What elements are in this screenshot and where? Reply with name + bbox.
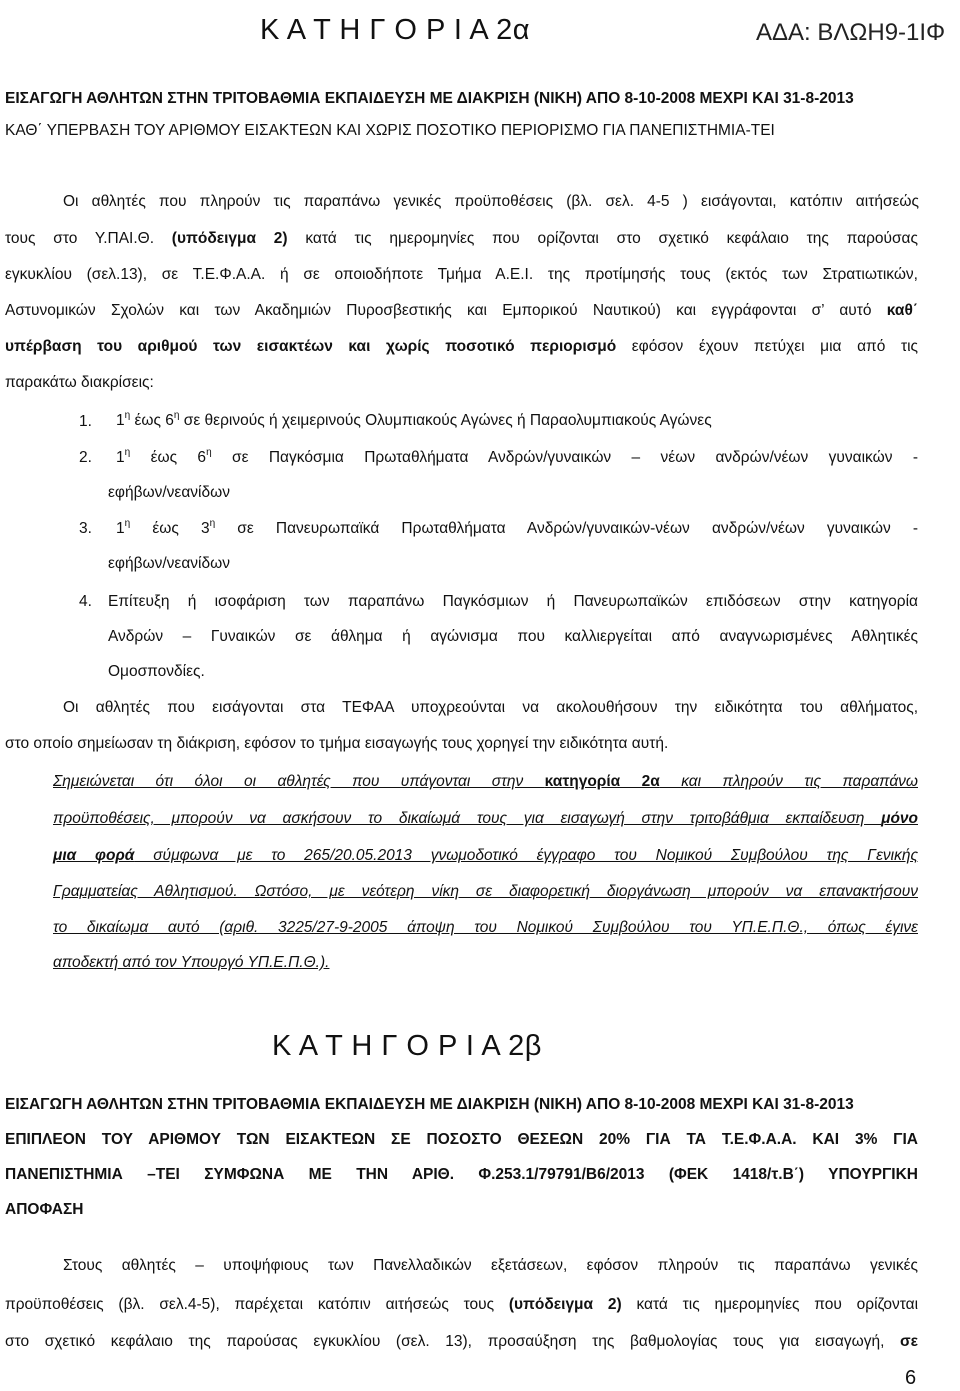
section-b-body-line2-a: προϋποθέσεις (βλ. σελ.4-5), παρέχεται κατόπιν αιτήσεώς τους [5, 1296, 509, 1313]
list-item-3-number: 3. [79, 520, 92, 537]
list-item-4-line1: Επίτευξη ή ισοφάριση των παραπάνω Παγκόσμιων ή Πανευρωπαϊκών επιδόσεων στην κατηγορία [108, 593, 918, 610]
section-b-body-line2-c: κατά τις ημερομηνίες που ορίζονται [621, 1296, 919, 1313]
list-item-2-b: έως 6 [130, 449, 207, 466]
section-b-body-line3-a: στο σχετικό κεφάλαιο της παρούσας εγκυκλίου (σελ. 13), προσαύξηση της βαθμολογίας τους για εισαγωγή, [5, 1333, 901, 1350]
list-item-1-number: 1. [79, 413, 92, 430]
list-item-3-a: 1 [116, 520, 125, 537]
section-b-heading-line3: ΠΑΝΕΠΙΣΤΗΜΙΑ –ΤΕΙ ΣΥΜΦΩΝΑ ΜΕ ΤΗΝ ΑΡΙΘ. Φ.253.1/79791/Β6/2013 (ΦΕΚ 1418/τ.Β΄) ΥΠΟΥΡΓΙΚΗ [5, 1166, 918, 1183]
section-b-body-line3-b: σε [900, 1333, 918, 1350]
section-a-heading-line2: ΚΑΘ΄ ΥΠΕΡΒΑΣΗ ΤΟΥ ΑΡΙΘΜΟΥ ΕΙΣΑΚΤΕΩΝ ΚΑΙ ΧΩΡΙΣ ΠΟΣΟΤΙΚΟ ΠΕΡΙΟΡΙΣΜΟ ΓΙΑ ΠΑΝΕΠΙΣΤΗΜΙΑ-ΤΕΙ [5, 122, 775, 139]
intro-line2-a: τους στο Υ.ΠΑΙ.Θ. [5, 230, 172, 247]
section-a-heading-line1: ΕΙΣΑΓΩΓΗ ΑΘΛΗΤΩΝ ΣΤΗΝ ΤΡΙΤΟΒΑΘΜΙΑ ΕΚΠΑΙΔΕΥΣΗ ΜΕ ΔΙΑΚΡΙΣΗ (ΝΙΚΗ) ΑΠΟ 8-10-2008 ΜΕΧΡΙ ΚΑΙ 31-8-2013 [5, 90, 854, 107]
intro-line3: εγκυκλίου (σελ.13), σε Τ.Ε.Φ.Α.Α. ή σε οποιοδήποτε Τμήμα Α.Ε.Ι. της προτίμησής τους (εκτός των Στρατιωτικών, [5, 266, 918, 283]
note-line3-b: σύμφωνα με το 265/20.05.2013 γνωμοδοτικό έγγραφο του Νομικού Συμβούλου της Γενικής [134, 847, 918, 864]
intro-line2 [5, 230, 918, 248]
intro-line2-c: κατά τις ημερομηνίες που ορίζονται στο σχετικό κεφάλαιο της παρούσας [287, 230, 918, 247]
list-item-1-b: έως 6 [130, 412, 174, 429]
list-item-2-number: 2. [79, 449, 92, 466]
intro-line5-b: εφόσον έχουν πετύχει μια από τις [616, 338, 918, 355]
note-line6: αποδεκτή από τον Υπουργό ΥΠ.Ε.Π.Θ.). [53, 954, 330, 971]
list-item-2 [116, 449, 918, 467]
once-ref: μια φορά [53, 847, 135, 864]
section-b-body-line2 [5, 1296, 918, 1314]
intro-line6: παρακάτω διακρίσεις: [5, 374, 154, 391]
ada-code: ΑΔΑ: ΒΛΩΗ9-1ΙΦ [756, 19, 946, 46]
list-item-3-sup1: η [124, 518, 131, 529]
list-item-2-a: 1 [116, 449, 125, 466]
note-line1-a: Σημειώνεται ότι όλοι οι αθλητές που υπάγονται στην [53, 773, 545, 790]
list-item-4-line2: Ανδρών – Γυναικών σε άθλημα ή αγώνισμα που καλλιεργείται από αναγνωρισμένες Αθλητικές [108, 628, 918, 645]
list-item-1 [116, 410, 712, 429]
list-item-2-sup1: η [124, 447, 131, 458]
list-item-1-a: 1 [116, 412, 125, 429]
note-line2-a: προϋποθέσεις, μπορούν να ασκήσουν το δικαίωμά τους για εισαγωγή στην τριτοβάθμια εκπαίδευση [53, 810, 882, 827]
intro-line1: Οι αθλητές που πληρούν τις παραπάνω γενικές προϋποθέσεις (βλ. σελ. 4-5 ) εισάγονται, κατόπιν αιτήσεώς [63, 193, 919, 210]
page-number: 6 [905, 1367, 917, 1389]
list-item-2-c: σε Παγκόσμια Πρωταθλήματα Ανδρών/γυναικών – νέων ανδρών/νέων γυναικών - [211, 449, 918, 466]
intro-line5-a: υπέρβαση του αριθμού των εισακτέων και χωρίς ποσοτικό περιορισμό [5, 338, 617, 355]
note-line1 [53, 773, 918, 791]
section-b-heading-line1: ΕΙΣΑΓΩΓΗ ΑΘΛΗΤΩΝ ΣΤΗΝ ΤΡΙΤΟΒΑΘΜΙΑ ΕΚΠΑΙΔΕΥΣΗ ΜΕ ΔΙΑΚΡΙΣΗ (ΝΙΚΗ) ΑΠΟ 8-10-2008 ΜΕΧΡΙ ΚΑΙ 31-8-2013 [5, 1096, 854, 1113]
section-b-body-line3 [5, 1333, 918, 1351]
only-ref: μόνο [881, 810, 918, 827]
note-line4: Γραμματείας Αθλητισμού. Ωστόσο, με νεότερη νίκη σε διαφορετική διοργάνωση μπορούν να επανακτήσουν [53, 883, 918, 900]
note-line1-c: και πληρούν τις παραπάνω [659, 773, 918, 790]
category-2a-ref: κατηγορία 2α [544, 773, 660, 790]
list-item-3-b: έως 3 [130, 520, 210, 537]
intro-line4 [5, 302, 918, 320]
note-line3 [53, 847, 918, 865]
list-item-1-sup1: η [124, 410, 131, 421]
list-item-4-number: 4. [79, 593, 92, 610]
category-2b-title: Κ Α Τ Η Γ Ο Ρ Ι Α 2β [272, 1030, 542, 1062]
note-line5: το δικαίωμα αυτό (αριθ. 3225/27-9-2005 άποψη του Νομικού Συμβούλου του ΥΠ.Ε.Π.Θ., όπως έγινε [53, 919, 918, 936]
section-b-heading-line4: ΑΠΟΦΑΣΗ [5, 1201, 84, 1218]
list-item-3 [116, 520, 918, 538]
list-item-1-c: σε θερινούς ή χειμερινούς Ολυμπιακούς Αγώνες ή Παραολυμπιακούς Αγώνες [179, 412, 712, 429]
list-item-3-sup2: η [209, 518, 216, 529]
list-item-1-sup2: η [173, 410, 180, 421]
intro-line5 [5, 338, 918, 356]
list-item-4-line3: Ομοσπονδίες. [108, 663, 205, 680]
intro-line4-a: Αστυνομικών Σχολών και των Ακαδημιών Πυροσβεστικής και Εμπορικού Ναυτικού) και εγγράφονται σ’ αυτό [5, 302, 887, 319]
template-ref: (υπόδειγμα 2) [171, 230, 288, 247]
note-line2 [53, 810, 918, 828]
category-2a-title: Κ Α Τ Η Γ Ο Ρ Ι Α 2α [260, 14, 531, 46]
list-item-2-sup2: η [206, 447, 212, 458]
list-item-3-cont: εφήβων/νεανίδων [108, 555, 230, 572]
intro-line4-b: καθ΄ [886, 302, 918, 319]
tefaa-line1: Οι αθλητές που εισάγονται στα ΤΕΦΑΑ υποχρεούνται να ακολουθήσουν την ειδικότητα του αθλήματος, [63, 699, 918, 716]
section-b-body-line1: Στους αθλητές – υποψήφιους των Πανελλαδικών εξετάσεων, εφόσον πληρούν τις παραπάνω γενικές [63, 1257, 918, 1274]
list-item-3-c: σε Πανευρωπαϊκά Πρωταθλήματα Ανδρών/γυναικών-νέων ανδρών/νέων γυναικών - [215, 520, 918, 537]
list-item-2-cont: εφήβων/νεανίδων [108, 484, 230, 501]
section-b-heading-line2: ΕΠΙΠΛΕΟΝ ΤΟΥ ΑΡΙΘΜΟΥ ΤΩΝ ΕΙΣΑΚΤΕΩΝ ΣΕ ΠΟΣΟΣΤΟ ΘΕΣΕΩΝ 20% ΓΙΑ ΤΑ Τ.Ε.Φ.Α.Α. ΚΑΙ 3% ΓΙΑ [5, 1131, 918, 1148]
template-ref-2: (υπόδειγμα 2) [508, 1296, 622, 1313]
tefaa-line2: στο οποίο σημείωσαν τη διάκριση, εφόσον το τμήμα εισαγωγής τους χορηγεί την ειδικότητα αυτή. [5, 735, 669, 752]
